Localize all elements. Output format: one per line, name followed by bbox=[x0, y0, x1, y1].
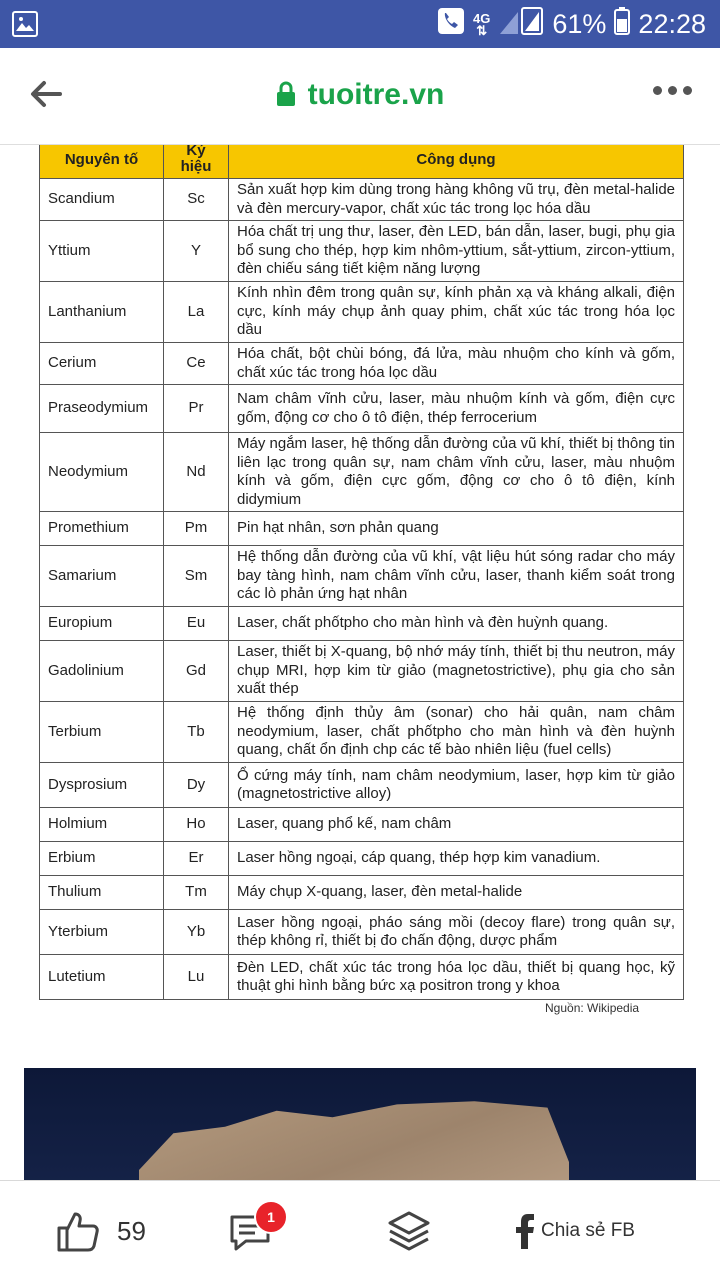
element-name: Europium bbox=[40, 607, 164, 641]
element-name: Samarium bbox=[40, 546, 164, 607]
element-symbol: Lu bbox=[164, 955, 229, 1000]
facebook-icon bbox=[515, 1213, 535, 1249]
element-symbol: Sc bbox=[164, 179, 229, 221]
element-use: Kính nhìn đêm trong quân sự, kính phản xạ và kháng alkali, điện cực, kính máy chụp ảnh quay phim, chất xúc tác trong hóa lọc dầu bbox=[229, 282, 684, 343]
layers-icon bbox=[386, 1208, 432, 1254]
header-element: Nguyên tố bbox=[40, 145, 164, 179]
like-count: 59 bbox=[117, 1215, 146, 1246]
comment-badge: 1 bbox=[254, 1200, 288, 1234]
element-symbol: Y bbox=[164, 221, 229, 282]
table-row bbox=[40, 842, 684, 876]
element-symbol: Ho bbox=[164, 808, 229, 842]
table-row bbox=[40, 546, 684, 607]
overflow-menu-icon[interactable] bbox=[653, 86, 692, 95]
like-button[interactable] bbox=[55, 1181, 146, 1281]
element-name: Neodymium bbox=[40, 433, 164, 512]
table-row bbox=[40, 282, 684, 343]
element-symbol: Gd bbox=[164, 641, 229, 702]
element-name: Gadolinium bbox=[40, 641, 164, 702]
table-header-row bbox=[40, 145, 684, 179]
element-use: Hóa chất, bột chùi bóng, đá lửa, màu nhuộm cho kính và gốm, chất xúc tác trong hóa lọc dầu bbox=[229, 343, 684, 385]
table-row bbox=[40, 808, 684, 842]
thumbs-up-icon bbox=[55, 1208, 101, 1254]
element-name: Cerium bbox=[40, 343, 164, 385]
element-use: Laser, quang phổ kế, nam châm bbox=[229, 808, 684, 842]
element-name: Yttium bbox=[40, 221, 164, 282]
table-row bbox=[40, 763, 684, 808]
network-type-indicator: 4G ⇅ bbox=[473, 10, 491, 38]
table-row bbox=[40, 512, 684, 546]
share-label: Chia sẻ FB bbox=[541, 1220, 635, 1241]
browser-address-bar bbox=[0, 48, 720, 145]
battery-icon bbox=[614, 7, 630, 42]
table-row bbox=[40, 955, 684, 1000]
table-row bbox=[40, 433, 684, 512]
element-name: Promethium bbox=[40, 512, 164, 546]
rare-earth-table bbox=[39, 145, 684, 1000]
gallery-notification-icon bbox=[12, 11, 38, 42]
table-source: Nguồn: Wikipedia bbox=[545, 1001, 640, 1015]
table-row bbox=[40, 702, 684, 763]
element-name: Praseodymium bbox=[40, 385, 164, 433]
element-symbol: La bbox=[164, 282, 229, 343]
element-use: Sản xuất hợp kim dùng trong hàng không vũ trụ, đèn metal-halide và đèn mercury-vapor, chất xúc tác trong lọc hóa dầu bbox=[229, 179, 684, 221]
element-use: Laser, thiết bị X-quang, bộ nhớ máy tính, thiết bị thu neutron, máy chụp MRI, hợp kim từ giảo (magnetostrictive), phụ gia cho sản xuất thép bbox=[229, 641, 684, 702]
element-use: Hệ thống dẫn đường của vũ khí, vật liệu hút sóng radar cho máy bay tàng hình, nam châm vĩnh cửu, laser, thanh kiểm soát trong các lò phản ứng hạt nhân bbox=[229, 546, 684, 607]
element-symbol: Pr bbox=[164, 385, 229, 433]
element-symbol: Tm bbox=[164, 876, 229, 910]
table-row bbox=[40, 385, 684, 433]
table-row bbox=[40, 221, 684, 282]
bottom-action-bar bbox=[0, 1180, 720, 1281]
element-use: Hóa chất trị ung thư, laser, đèn LED, bán dẫn, laser, bugi, phụ gia bổ sung cho thép, hợp kim nhôm-yttium, sắt-yttium, zircon-yttium, đèn chiếu sáng tiết kiệm năng lượng bbox=[229, 221, 684, 282]
url-field[interactable] bbox=[0, 78, 720, 112]
element-use: Nam châm vĩnh cửu, laser, màu nhuộm kính và gốm, điện cực gốm, động cơ cho ô tô điện, thép ferrocerium bbox=[229, 385, 684, 433]
rare-earth-ore-image bbox=[139, 1098, 569, 1180]
element-name: Scandium bbox=[40, 179, 164, 221]
share-facebook-button[interactable] bbox=[515, 1181, 635, 1281]
element-use: Hệ thống định thủy âm (sonar) cho hải quân, nam châm neodymium, laser, chất phốtpho cho màn hình và đèn huỳnh quang, chất ổn định chp các tế bào nhiên liệu (fuel cells) bbox=[229, 702, 684, 763]
table-row bbox=[40, 179, 684, 221]
element-use: Đèn LED, chất xúc tác trong hóa lọc dầu, thiết bị quang học, kỹ thuật ghi hình bằng bức xạ positron trong y khoa bbox=[229, 955, 684, 1000]
element-symbol: Ce bbox=[164, 343, 229, 385]
element-symbol: Tb bbox=[164, 702, 229, 763]
element-use: Laser hồng ngoại, cáp quang, thép hợp kim vanadium. bbox=[229, 842, 684, 876]
comment-button[interactable] bbox=[228, 1181, 275, 1281]
status-bar bbox=[0, 0, 720, 48]
element-symbol: Dy bbox=[164, 763, 229, 808]
element-name: Lanthanium bbox=[40, 282, 164, 343]
element-symbol: Er bbox=[164, 842, 229, 876]
element-use: Máy ngắm laser, hệ thống dẫn đường của vũ khí, thiết bị thông tin liên lạc trong quân sự, nam châm vĩnh cửu, laser, màu nhuộm kính và gốm, điện cực gốm, động cơ cho ô tô điện, kính didymium bbox=[229, 433, 684, 512]
battery-percent: 61% bbox=[552, 9, 607, 39]
layers-button[interactable] bbox=[386, 1181, 432, 1281]
mineral-photo[interactable] bbox=[24, 1068, 696, 1180]
signal-icon bbox=[498, 6, 544, 43]
element-symbol: Pm bbox=[164, 512, 229, 546]
element-use: Máy chụp X-quang, laser, đèn metal-halide bbox=[229, 876, 684, 910]
element-use: Laser, chất phốtpho cho màn hình và đèn huỳnh quang. bbox=[229, 607, 684, 641]
element-symbol: Yb bbox=[164, 910, 229, 955]
table-row bbox=[40, 876, 684, 910]
table-row bbox=[40, 910, 684, 955]
wifi-call-icon bbox=[437, 7, 465, 42]
element-use: Ổ cứng máy tính, nam châm neodymium, laser, hợp kim từ giảo (magnetostrictive alloy) bbox=[229, 763, 684, 808]
element-symbol: Eu bbox=[164, 607, 229, 641]
header-use: Công dụng bbox=[229, 145, 684, 179]
table-row bbox=[40, 641, 684, 702]
element-name: Thulium bbox=[40, 876, 164, 910]
article-content[interactable] bbox=[0, 145, 720, 1180]
clock: 22:28 bbox=[638, 9, 706, 39]
element-use: Pin hạt nhân, sơn phản quang bbox=[229, 512, 684, 546]
url-text: tuoitre.vn bbox=[307, 78, 445, 111]
element-name: Terbium bbox=[40, 702, 164, 763]
element-name: Yterbium bbox=[40, 910, 164, 955]
element-name: Erbium bbox=[40, 842, 164, 876]
element-symbol: Nd bbox=[164, 433, 229, 512]
element-name: Dysprosium bbox=[40, 763, 164, 808]
table-row bbox=[40, 607, 684, 641]
element-name: Holmium bbox=[40, 808, 164, 842]
table-row bbox=[40, 343, 684, 385]
element-symbol: Sm bbox=[164, 546, 229, 607]
lock-icon bbox=[276, 81, 296, 107]
header-symbol: Ký hiệu bbox=[164, 145, 229, 179]
element-name: Lutetium bbox=[40, 955, 164, 1000]
element-use: Laser hồng ngoại, pháo sáng mồi (decoy flare) trong quân sự, thép không rỉ, thiết bị đo chấn động, dược phẩm bbox=[229, 910, 684, 955]
